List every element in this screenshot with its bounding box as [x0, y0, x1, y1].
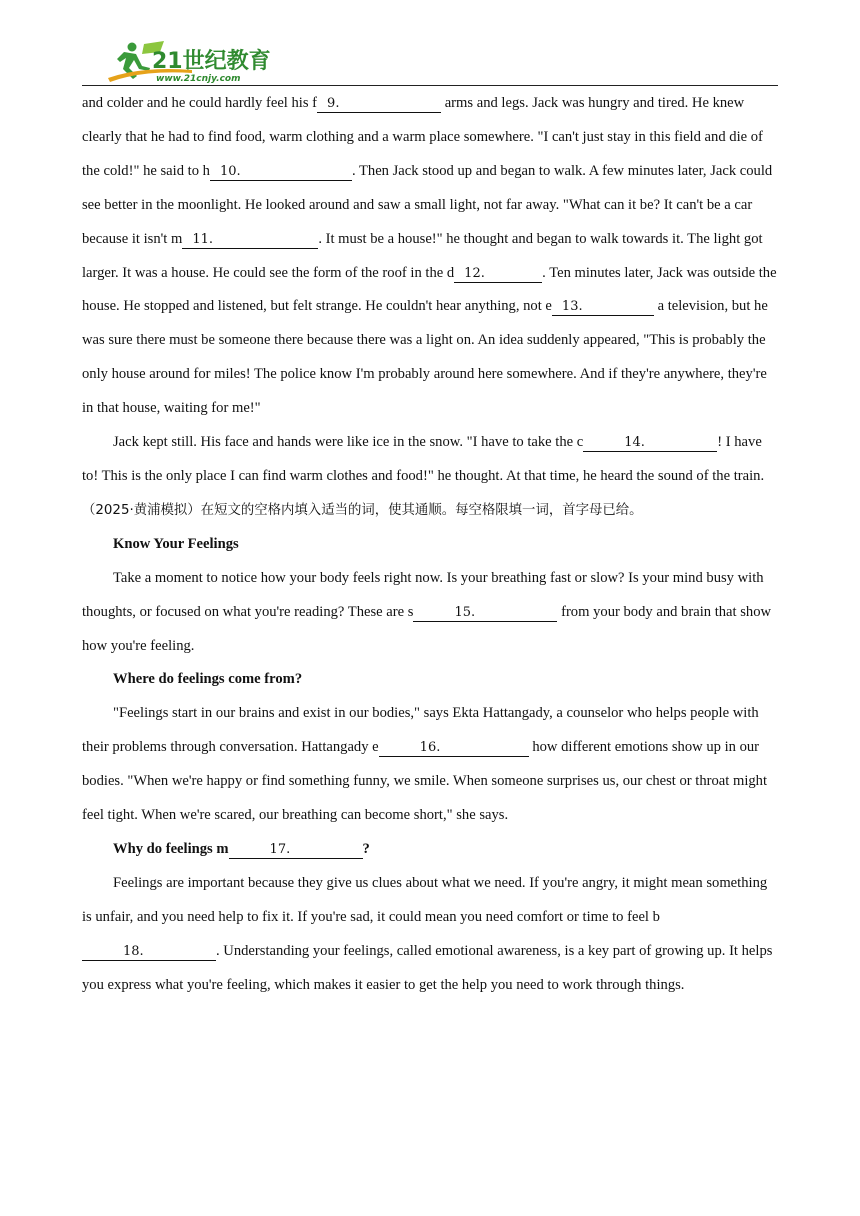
blank-18[interactable]: 18. [82, 943, 216, 961]
section2-paragraph2: "Feelings start in our brains and exist in our bodies," says Ekta Hattangady, a counselor who helps people with their problems through conversation. Hattangady e 16. how different emotions show up in our bodies. "When we're happy or find something funny, we smile. When someone surprises us, our chest or throat might feel tight. When we're scared, our breathing can become short," she says. [82, 705, 768, 824]
subheading-why-feelings: Why do feelings m 17. ? [113, 840, 370, 857]
blank-11[interactable]: 11. [182, 231, 318, 249]
blank-10[interactable]: 10. [210, 163, 352, 181]
section2-paragraph3: Feelings are important because they give us clues about what we need. If you're angry, it might mean something is unfair, and you need help to fix it. If you're sad, it could mean you need comfort or time to feel b18. . Understanding your feelings, called emotional awareness, is a key part of growing up. It helps you express what you're feeling, which makes it easier to get the help you need to work through things. [82, 874, 773, 993]
blank-17[interactable]: 17. [229, 841, 363, 859]
passage1-paragraph1: and colder and he could hardly feel his f 9. arms and legs. Jack was hungry and tired. He knew clearly that he had to find food, warm clothing and a warm place somewhere. "I can't just stay in this field and die of the cold!" he said to h 10. . Then Jack stood up and began to walk. A few minutes later, Jack could see better in the moonlight. He looked around and saw a small light, not far away. "What can it be? It can't be a car because it isn't m 11. . It must be a house!" he thought and began to walk towards it. The light got larger. It was a house. He could see the form of the roof in the d 12. . Ten minutes later, Jack was outside the house. He stopped and listened, but felt strange. He couldn't hear anything, not e 13. a television, but he was sure there must be someone there because there was a light on. An idea suddenly appeared, "This is probably the only house around for miles! The police know I'm probably around here somewhere. And if they're anywhere, they're in that house, waiting for me!" [82, 95, 777, 417]
blank-13[interactable]: 13. [552, 298, 654, 316]
blank-9[interactable]: 9. [317, 95, 441, 113]
subheading-where-feelings: Where do feelings come from? [113, 671, 303, 688]
blank-16[interactable]: 16. [379, 739, 529, 757]
logo-text: 21世纪教育 [152, 49, 271, 74]
logo-subtext: www.21cnjy.com [156, 74, 241, 84]
section-title: Know Your Feelings [113, 535, 239, 552]
document-body [82, 87, 780, 1002]
header-rule [82, 85, 778, 86]
blank-15[interactable]: 15. [413, 604, 557, 622]
logo-21cnjy [102, 38, 272, 84]
blank-14[interactable]: 14. [583, 434, 717, 452]
blank-12[interactable]: 12. [454, 265, 542, 283]
section2-paragraph1: Take a moment to notice how your body feels right now. Is your breathing fast or slow? Is your mind busy with thoughts, or focused on what you're reading? These are s 15. from your body and brain that show how you're feeling. [82, 569, 772, 654]
section-source-instruction: （2025·黄浦模拟）在短文的空格内填入适当的词，使其通顺。每空格限填一词，首字母已给。 [82, 502, 643, 518]
page-header [82, 38, 778, 86]
passage1-paragraph2: Jack kept still. His face and hands were like ice in the snow. "I have to take the c 14. ! I have to! This is the only place I can find warm clothes and food!" he thought. At that time, he heard the sound of the train. [82, 434, 765, 484]
